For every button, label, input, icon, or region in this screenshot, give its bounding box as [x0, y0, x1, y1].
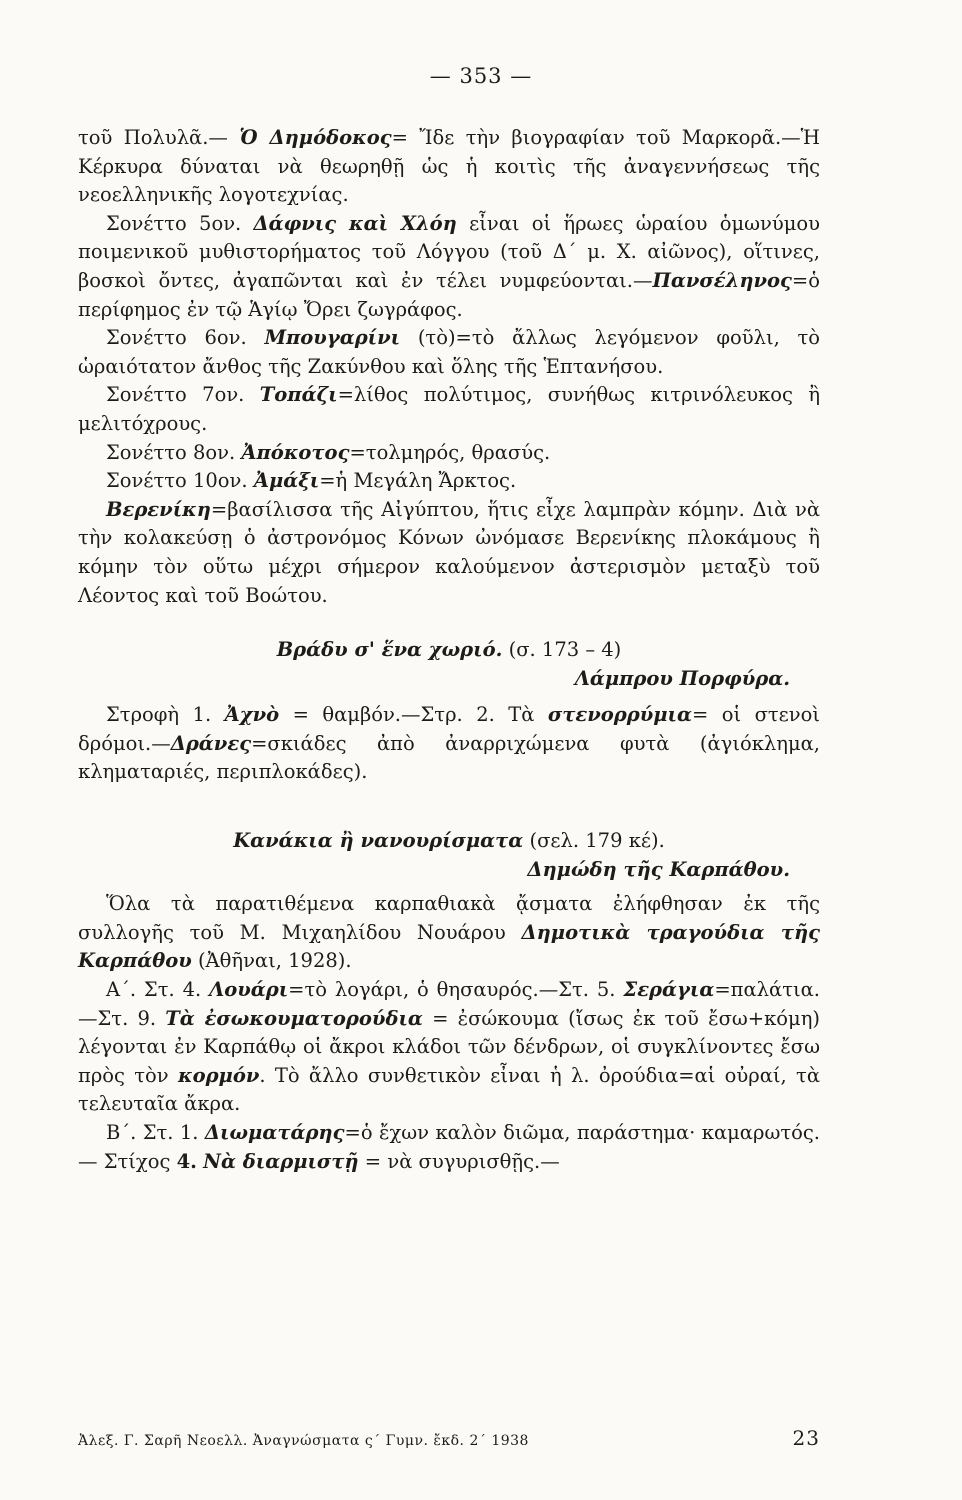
note-paragraph: Σονέττο 6ον. Μπουγαρίνι (τὸ)=τὸ ἄλλως λεγόμενον φοῦλι, τὸ ὡραιότατον ἄνθος τῆς Ζακύνθου καὶ ὅλης τῆς Ἑπτανήσου. — [78, 326, 821, 378]
lemma: Τὰ ἐσωκουματορούδια — [165, 1006, 423, 1030]
lemma: Λουάρι — [209, 978, 289, 1002]
note-paragraph: Α´. Στ. 4. Λουάρι=τὸ λογάρι, ὁ θησαυρός.—Στ. 5. Σεράγια=παλάτια.—Στ. 9. Τὰ ἐσωκουματορούδια = ἐσώκουμα (ἴσως ἐκ τοῦ ἔσω+κόμη) λέγονται ἐν Καρπάθῳ οἱ ἄκροι κλάδοι τῶν δένδρων, οἱ συγκλίνοντες ἔσω πρὸς τὸν κορμόν. Τὸ ἄλλο συνθετικὸν εἶναι ἡ λ. ὀρούδια=αἱ οὐραί, τὰ τελευταῖα ἄκρα. — [78, 978, 821, 1116]
lemma: Ἀμάξι — [253, 469, 320, 493]
footer-signature: Ἀλεξ. Γ. Σαρῆ Νεοελλ. Ἀναγνώσματα ς´ Γυμν. ἔκδ. 2´ 1938 — [78, 1433, 529, 1449]
note-paragraph: Βερενίκη=βασίλισσα τῆς Αἰγύπτου, ἥτις εἶχε λαμπρὰν κόμην. Διὰ νὰ τὴν κολακεύσῃ ὁ ἀστρονόμος Κόνων ὠνόμασε Βερενίκης πλοκάμους ἢ κόμην τὸν οὕτω μέχρι σήμερον καλούμενον ἀστερισμὸν μεταξὺ τοῦ Λέοντος καὶ τοῦ Βοώτου. — [78, 497, 820, 607]
section-heading: Κανάκια ἢ νανουρίσματα (σελ. 179 κέ). — [233, 829, 665, 853]
lemma: Ἀπόκοτος — [241, 440, 350, 464]
lemma: στενορρύμια — [547, 703, 692, 727]
lemma: Δάφνις καὶ Χλόη — [253, 211, 457, 235]
section-heading: Βράδυ σ' ἕνα χωριό. (σ. 173 – 4) — [276, 638, 622, 662]
note-paragraph: τοῦ Πολυλᾶ.— Ὁ Δημόδοκος= Ἴδε τὴν βιογραφίαν τοῦ Μαρκορᾶ.—Ἡ Κέρκυρα δύναται νὰ θεωρηθῇ ὡς ἡ κοιτὶς τῆς ἀναγεννήσεως τῆς νεοελληνικῆς λογοτεχνίας. — [78, 126, 821, 207]
lemma: Δράνες — [170, 731, 252, 755]
page-body — [78, 124, 820, 1176]
lemma: Σεράγια — [623, 978, 715, 1002]
section-author: Λάμπρου Πορφύρα. — [574, 666, 790, 690]
signature-number: 23 — [792, 1426, 820, 1450]
lemma: Ἀχνὸ — [224, 703, 280, 727]
lemma: Βερενίκη — [106, 497, 211, 521]
note-paragraph: Σονέττο 10ον. Ἀμάξι=ἡ Μεγάλη Ἄρκτος. — [106, 469, 517, 493]
page-footer — [78, 1426, 820, 1450]
note-paragraph: Σονέττο 7ον. Τοπάζι=λίθος πολύτιμος, συνήθως κιτρινόλευκος ἢ μελιτόχρους. — [78, 383, 821, 435]
page-number: — 353 — — [429, 64, 533, 88]
note-paragraph: Ὅλα τὰ παρατιθέμενα καρπαθιακὰ ᾄσματα ἐλήφθησαν ἐκ τῆς συλλογῆς τοῦ Μ. Μιχαηλίδου Νουάρου Δημοτικὰ τραγούδια τῆς Καρπάθου (Ἀθῆναι, 1928). — [78, 892, 820, 973]
lemma: Μπουγαρίνι — [264, 326, 401, 350]
lemma: Ὁ Δημόδοκος — [239, 126, 392, 149]
note-paragraph: Σονέττο 5ον. Δάφνις καὶ Χλόη εἶναι οἱ ἥρωες ὡραίου ὁμωνύμου ποιμενικοῦ μυθιστορήματος τοῦ Λόγγου (τοῦ Δ´ μ. Χ. αἰῶνος), οἵτινες, βοσκοὶ ὄντες, ἀγαπῶνται καὶ ἐν τέλει νυμφεύονται.—Πανσέληνος=ὁ περίφημος ἐν τῷ Ἁγίῳ Ὄρει ζωγράφος. — [78, 211, 821, 321]
lemma: Πανσέληνος — [652, 268, 792, 292]
book-title: Δημοτικὰ τραγούδια τῆς Καρπάθου — [78, 920, 820, 973]
note-paragraph: Β´. Στ. 1. Διωματάρης=ὁ ἔχων καλὸν διῶμα, παράστημα· καμαρωτός.— Στίχος 4. Νὰ διαρμιστῇ = νὰ συγυρισθῇς.— — [78, 1121, 820, 1173]
lemma: Νὰ διαρμιστῇ — [203, 1149, 359, 1173]
section-author: Δημώδη τῆς Καρπάθου. — [527, 857, 790, 881]
note-paragraph: Σονέττο 8ον. Ἀπόκοτος=τολμηρός, θρασύς. — [106, 440, 551, 464]
lemma: Τοπάζι — [259, 383, 338, 407]
lemma: Διωματάρης — [204, 1121, 345, 1144]
note-paragraph: Στροφὴ 1. Ἀχνὸ = θαμβόν.—Στρ. 2. Τὰ στενορρύμια= οἱ στενοὶ δρόμοι.—Δράνες=σκιάδες ἀπὸ ἀναρριχώμενα φυτὰ (ἀγιόκλημα, κληματαριές, περιπλοκάδες). — [78, 703, 821, 784]
